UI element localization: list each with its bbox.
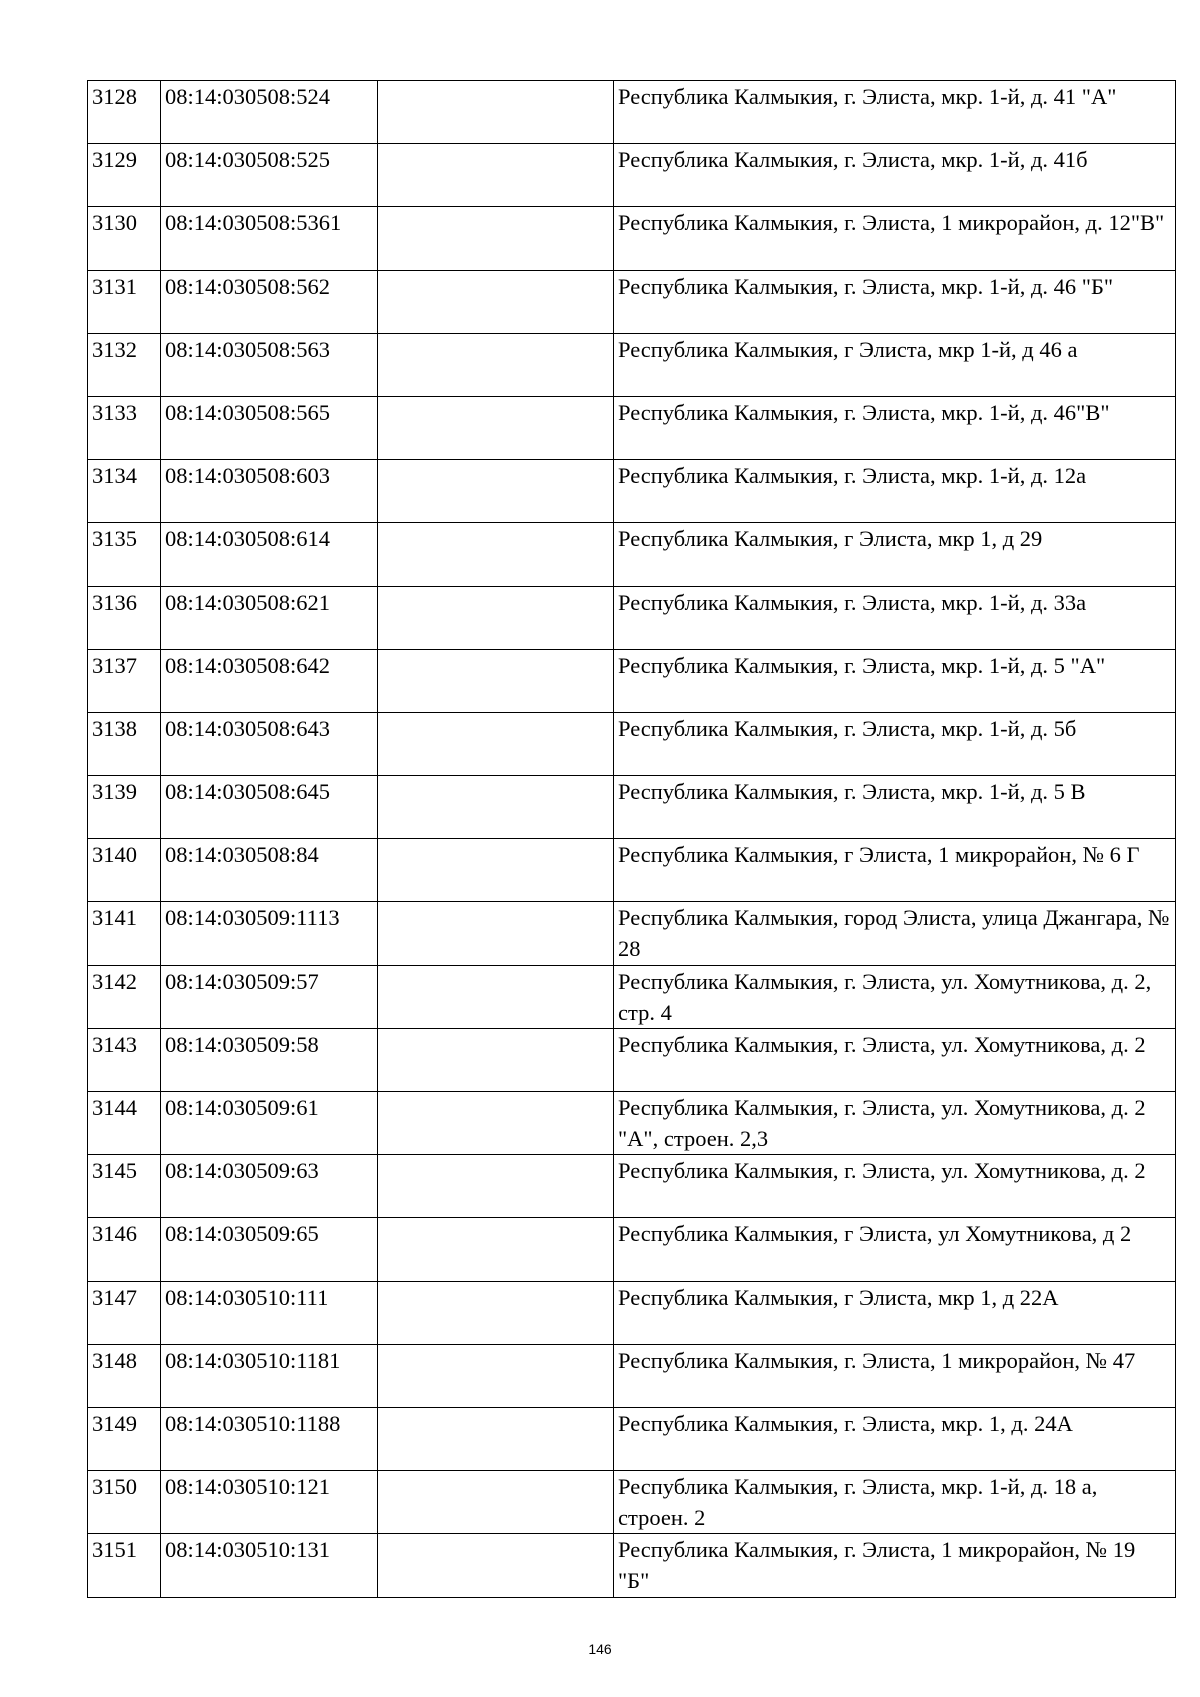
document-page bbox=[87, 80, 1175, 1598]
table-row bbox=[88, 81, 1176, 144]
empty-cell bbox=[378, 460, 614, 523]
cadastral-number-cell: 08:14:030508:5361 bbox=[161, 207, 378, 270]
table-row bbox=[88, 712, 1176, 775]
address-cell: Республика Калмыкия, г. Элиста, ул. Хомутникова, д. 2 "А", строен. 2,3 bbox=[614, 1092, 1176, 1155]
cadastral-number-cell: 08:14:030508:565 bbox=[161, 396, 378, 459]
row-number-cell: 3140 bbox=[88, 839, 161, 902]
cadastral-number-cell: 08:14:030509:1113 bbox=[161, 902, 378, 965]
address-cell: Республика Калмыкия, г. Элиста, мкр. 1-й, д. 41 "А" bbox=[614, 81, 1176, 144]
row-number-cell: 3150 bbox=[88, 1471, 161, 1534]
cadastral-number-cell: 08:14:030510:1188 bbox=[161, 1407, 378, 1470]
table-row bbox=[88, 586, 1176, 649]
address-cell: Республика Калмыкия, г. Элиста, мкр. 1-й, д. 46 "Б" bbox=[614, 270, 1176, 333]
empty-cell bbox=[378, 1092, 614, 1155]
cadastral-number-cell: 08:14:030509:57 bbox=[161, 965, 378, 1028]
table-row bbox=[88, 1281, 1176, 1344]
address-cell: Республика Калмыкия, г. Элиста, 1 микрорайон, № 19 "Б" bbox=[614, 1534, 1176, 1597]
table-row bbox=[88, 839, 1176, 902]
cadastral-number-cell: 08:14:030508:84 bbox=[161, 839, 378, 902]
cadastral-number-cell: 08:14:030508:642 bbox=[161, 649, 378, 712]
address-cell: Республика Калмыкия, г. Элиста, мкр. 1-й, д. 12а bbox=[614, 460, 1176, 523]
empty-cell bbox=[378, 270, 614, 333]
row-number-cell: 3130 bbox=[88, 207, 161, 270]
empty-cell bbox=[378, 207, 614, 270]
empty-cell bbox=[378, 81, 614, 144]
cadastral-number-cell: 08:14:030509:65 bbox=[161, 1218, 378, 1281]
address-cell: Республика Калмыкия, г. Элиста, 1 микрорайон, № 47 bbox=[614, 1344, 1176, 1407]
address-cell: Республика Калмыкия, г. Элиста, мкр. 1-й, д. 41б bbox=[614, 144, 1176, 207]
empty-cell bbox=[378, 712, 614, 775]
row-number-cell: 3131 bbox=[88, 270, 161, 333]
empty-cell bbox=[378, 1155, 614, 1218]
cadastral-number-cell: 08:14:030509:63 bbox=[161, 1155, 378, 1218]
table-row bbox=[88, 460, 1176, 523]
row-number-cell: 3139 bbox=[88, 776, 161, 839]
address-cell: Республика Калмыкия, г. Элиста, 1 микрорайон, д. 12"В" bbox=[614, 207, 1176, 270]
cadastral-number-cell: 08:14:030510:121 bbox=[161, 1471, 378, 1534]
address-cell: Республика Калмыкия, г Элиста, мкр 1-й, д 46 а bbox=[614, 333, 1176, 396]
address-cell: Республика Калмыкия, г. Элиста, ул. Хомутникова, д. 2, стр. 4 bbox=[614, 965, 1176, 1028]
cadastral-number-cell: 08:14:030508:643 bbox=[161, 712, 378, 775]
row-number-cell: 3128 bbox=[88, 81, 161, 144]
empty-cell bbox=[378, 1534, 614, 1597]
address-cell: Республика Калмыкия, г Элиста, ул Хомутникова, д 2 bbox=[614, 1218, 1176, 1281]
row-number-cell: 3136 bbox=[88, 586, 161, 649]
row-number-cell: 3151 bbox=[88, 1534, 161, 1597]
table-row bbox=[88, 776, 1176, 839]
empty-cell bbox=[378, 965, 614, 1028]
row-number-cell: 3142 bbox=[88, 965, 161, 1028]
row-number-cell: 3144 bbox=[88, 1092, 161, 1155]
table-row bbox=[88, 1344, 1176, 1407]
row-number-cell: 3132 bbox=[88, 333, 161, 396]
table-row bbox=[88, 333, 1176, 396]
table-body bbox=[88, 81, 1176, 1598]
land-plot-table bbox=[87, 80, 1176, 1598]
address-cell: Республика Калмыкия, г. Элиста, мкр. 1-й, д. 5 "А" bbox=[614, 649, 1176, 712]
cadastral-number-cell: 08:14:030508:562 bbox=[161, 270, 378, 333]
address-cell: Республика Калмыкия, г. Элиста, мкр. 1-й, д. 18 а, строен. 2 bbox=[614, 1471, 1176, 1534]
row-number-cell: 3134 bbox=[88, 460, 161, 523]
cadastral-number-cell: 08:14:030508:603 bbox=[161, 460, 378, 523]
address-cell: Республика Калмыкия, г. Элиста, мкр. 1-й, д. 5 В bbox=[614, 776, 1176, 839]
row-number-cell: 3137 bbox=[88, 649, 161, 712]
table-row bbox=[88, 965, 1176, 1028]
empty-cell bbox=[378, 1344, 614, 1407]
row-number-cell: 3147 bbox=[88, 1281, 161, 1344]
row-number-cell: 3129 bbox=[88, 144, 161, 207]
row-number-cell: 3145 bbox=[88, 1155, 161, 1218]
table-row bbox=[88, 1534, 1176, 1597]
empty-cell bbox=[378, 396, 614, 459]
address-cell: Республика Калмыкия, город Элиста, улица Джангара, № 28 bbox=[614, 902, 1176, 965]
cadastral-number-cell: 08:14:030510:1181 bbox=[161, 1344, 378, 1407]
row-number-cell: 3141 bbox=[88, 902, 161, 965]
empty-cell bbox=[378, 839, 614, 902]
empty-cell bbox=[378, 776, 614, 839]
cadastral-number-cell: 08:14:030508:524 bbox=[161, 81, 378, 144]
row-number-cell: 3143 bbox=[88, 1028, 161, 1091]
row-number-cell: 3148 bbox=[88, 1344, 161, 1407]
empty-cell bbox=[378, 523, 614, 586]
cadastral-number-cell: 08:14:030508:645 bbox=[161, 776, 378, 839]
table-row bbox=[88, 1092, 1176, 1155]
cadastral-number-cell: 08:14:030510:111 bbox=[161, 1281, 378, 1344]
address-cell: Республика Калмыкия, г. Элиста, мкр. 1-й, д. 33а bbox=[614, 586, 1176, 649]
address-cell: Республика Калмыкия, г. Элиста, мкр. 1-й, д. 5б bbox=[614, 712, 1176, 775]
cadastral-number-cell: 08:14:030509:58 bbox=[161, 1028, 378, 1091]
empty-cell bbox=[378, 1218, 614, 1281]
cadastral-number-cell: 08:14:030508:525 bbox=[161, 144, 378, 207]
address-cell: Республика Калмыкия, г Элиста, мкр 1, д 22А bbox=[614, 1281, 1176, 1344]
empty-cell bbox=[378, 1028, 614, 1091]
cadastral-number-cell: 08:14:030510:131 bbox=[161, 1534, 378, 1597]
empty-cell bbox=[378, 144, 614, 207]
address-cell: Республика Калмыкия, г Элиста, 1 микрорайон, № 6 Г bbox=[614, 839, 1176, 902]
cadastral-number-cell: 08:14:030509:61 bbox=[161, 1092, 378, 1155]
table-row bbox=[88, 270, 1176, 333]
table-row bbox=[88, 902, 1176, 965]
table-row bbox=[88, 523, 1176, 586]
row-number-cell: 3133 bbox=[88, 396, 161, 459]
empty-cell bbox=[378, 1471, 614, 1534]
table-row bbox=[88, 1028, 1176, 1091]
empty-cell bbox=[378, 1281, 614, 1344]
cadastral-number-cell: 08:14:030508:621 bbox=[161, 586, 378, 649]
row-number-cell: 3135 bbox=[88, 523, 161, 586]
table-row bbox=[88, 396, 1176, 459]
empty-cell bbox=[378, 902, 614, 965]
empty-cell bbox=[378, 586, 614, 649]
table-row bbox=[88, 207, 1176, 270]
table-row bbox=[88, 1407, 1176, 1470]
table-row bbox=[88, 1155, 1176, 1218]
table-row bbox=[88, 1471, 1176, 1534]
empty-cell bbox=[378, 1407, 614, 1470]
row-number-cell: 3146 bbox=[88, 1218, 161, 1281]
address-cell: Республика Калмыкия, г. Элиста, мкр. 1, д. 24А bbox=[614, 1407, 1176, 1470]
address-cell: Республика Калмыкия, г. Элиста, ул. Хомутникова, д. 2 bbox=[614, 1155, 1176, 1218]
row-number-cell: 3138 bbox=[88, 712, 161, 775]
page-number: 146 bbox=[588, 1641, 612, 1657]
cadastral-number-cell: 08:14:030508:563 bbox=[161, 333, 378, 396]
row-number-cell: 3149 bbox=[88, 1407, 161, 1470]
table-row bbox=[88, 649, 1176, 712]
empty-cell bbox=[378, 333, 614, 396]
address-cell: Республика Калмыкия, г. Элиста, мкр. 1-й, д. 46"В" bbox=[614, 396, 1176, 459]
address-cell: Республика Калмыкия, г Элиста, мкр 1, д 29 bbox=[614, 523, 1176, 586]
address-cell: Республика Калмыкия, г. Элиста, ул. Хомутникова, д. 2 bbox=[614, 1028, 1176, 1091]
cadastral-number-cell: 08:14:030508:614 bbox=[161, 523, 378, 586]
table-row bbox=[88, 144, 1176, 207]
empty-cell bbox=[378, 649, 614, 712]
table-row bbox=[88, 1218, 1176, 1281]
